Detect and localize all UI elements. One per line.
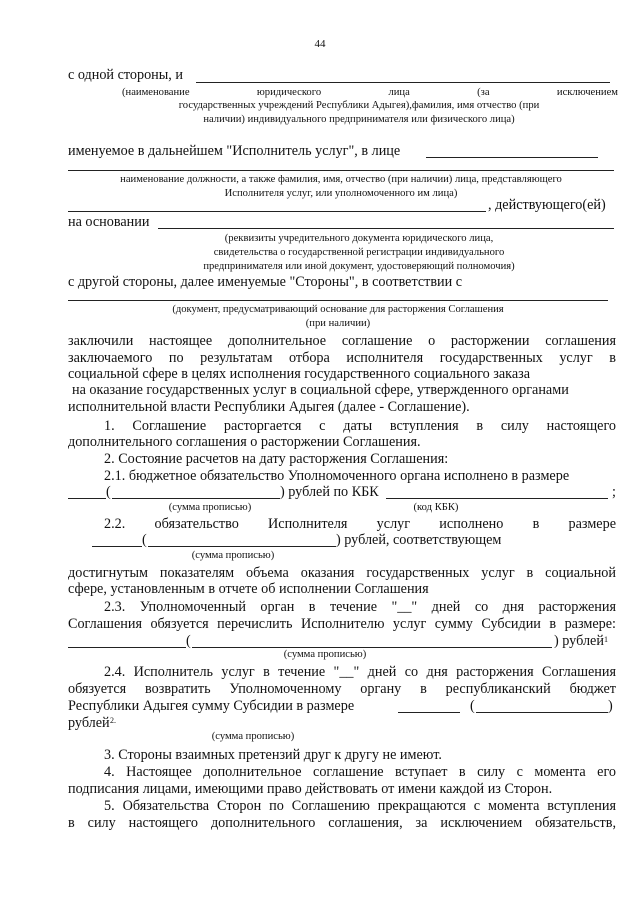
item3: 3. Стороны взаимных претензий друг к другу не имеют. [104,747,442,763]
side-one-blank [196,82,610,83]
side-two-label: с другой стороны, далее именуемые "Стороны", в соответствии с [68,274,463,290]
item22-open-paren: ( [142,532,147,548]
item22-blank-a [92,546,142,547]
basis-blank [158,228,614,229]
item21-kbk-blank [386,498,608,499]
page-number: 44 [314,38,326,50]
body-line-1: заключили настоящее дополнительное соглашение о расторжении соглашения [68,333,616,349]
item21-semicolon: ; [612,484,616,500]
item1-line2: дополнительного соглашения о расторжении Соглашения. [68,434,421,450]
item5-line1: 5. Обязательства Сторон по Соглашению прекращаются с момента вступления [104,798,616,814]
item1-line1: 1. Соглашение расторгается с даты вступления в силу настоящего [104,418,616,434]
item4-line1: 4. Настоящее дополнительное соглашение вступает в силу с момента его [104,764,616,780]
body-line-5: исполнительной власти Республики Адыгея (далее - Соглашение). [68,399,470,415]
acting-label: , действующего(ей) [488,197,606,213]
item24-line3: Республики Адыгея сумму Субсидии в размере [68,698,355,714]
footnote-ref-1: 1 [604,635,608,644]
note-basis-line3: предпринимателя или иной документ, удостоверяющий полномочия) [203,261,515,272]
basis-label: на основании [68,214,150,230]
acting-blank [68,211,486,212]
item22-line1: 2.2. обязательство Исполнителя услуг исполнено в размере [104,516,616,532]
note-name-line2: государственных учреждений Республики Адыгея),фамилия, имя отчество (при [178,100,540,111]
note-kbk: (код КБК) [413,502,459,513]
note-position-line2: Исполнителя услуг, или уполномоченного им лица) [224,188,458,199]
item22-line2: ) рублей, соответствующем [336,532,502,548]
item24-line1: 2.4. Исполнитель услуг в течение "__" дней со дня расторжения Соглашения [104,664,616,680]
note-document-line1: (документ, предусматривающий основание для расторжения Соглашения [172,304,504,315]
item21-line2: ) рублей по КБК [280,484,379,500]
side-two-blank [68,300,608,301]
item23-line2: Соглашения обязуется перечислить Исполнителю услуг сумму Субсидии в размере: [68,616,616,632]
side-one-label: с одной стороны, и [68,67,183,83]
body-line-3: социальной сфере в целях исполнения государственного социального заказа [68,366,531,382]
item23-line1: 2.3. Уполномоченный орган в течение "__" дней со дня расторжения [104,599,616,615]
item23-open-paren: ( [186,633,191,649]
item24-blank-b [476,712,608,713]
body-line-2: заключаемого по результатам отбора исполнителя государственных услуг в [68,350,616,366]
note-basis-line2: свидетельства о государственной регистрации индивидуального [213,247,505,258]
item21-line1: 2.1. бюджетное обязательство Уполномоченного органа исполнено в размере [104,468,570,484]
item23-blank-a [68,647,186,648]
note-document-line2: (при наличии) [305,318,371,329]
item21-open-paren: ( [106,484,111,500]
note-position-line1: наименование должности, а также фамилия, имя, отчество (при наличии) лица, представляющего [120,174,562,185]
note-basis-line1: (реквизиты учредительного документа юридического лица, [224,233,494,244]
item22-line3: достигнутым показателям объема оказания государственных услуг в социальной [68,565,616,581]
executor-blank [426,157,598,158]
item22-line4: сфере, установленным в отчете об исполнении Соглашения [68,581,429,597]
executor-label: именуемое в дальнейшем "Исполнитель услуг", в лице [68,143,401,159]
item24-line4: рублей [68,715,110,731]
note-sum-words-3: (сумма прописью) [283,649,367,660]
position-blank [68,170,614,171]
item24-line2: обязуется возвратить Уполномоченному органу в республиканский бюджет [68,681,616,697]
item24-open-paren: ( [470,698,475,714]
item21-blank-b [112,498,280,499]
body-line-4: на оказание государственных услуг в социальной сфере, утвержденного органами [72,382,569,398]
item21-blank-a [68,498,106,499]
item23-line3: ) рублей [554,633,604,649]
item4-line2: подписания лицами, имеющими право действовать от имени каждой из Сторон. [68,781,553,797]
item22-blank-b [148,546,336,547]
item2: 2. Состояние расчетов на дату расторжения Соглашения: [104,451,449,467]
note-sum-words-2: (сумма прописью) [191,550,275,561]
note-name-line1: (наименование юридического лица (за исключением [122,87,618,98]
note-sum-words-1: (сумма прописью) [168,502,252,513]
item24-close-paren: ) [608,698,613,714]
note-name-line3: наличии) индивидуального предпринимателя или физического лица) [203,114,515,125]
note-sum-words-4: (сумма прописью) [211,731,295,742]
item24-blank-a [398,712,460,713]
footnote-ref-2: 2. [110,716,116,725]
item5-line2: в силу настоящего дополнительного соглашения, за исключением обязательств, [68,815,616,831]
